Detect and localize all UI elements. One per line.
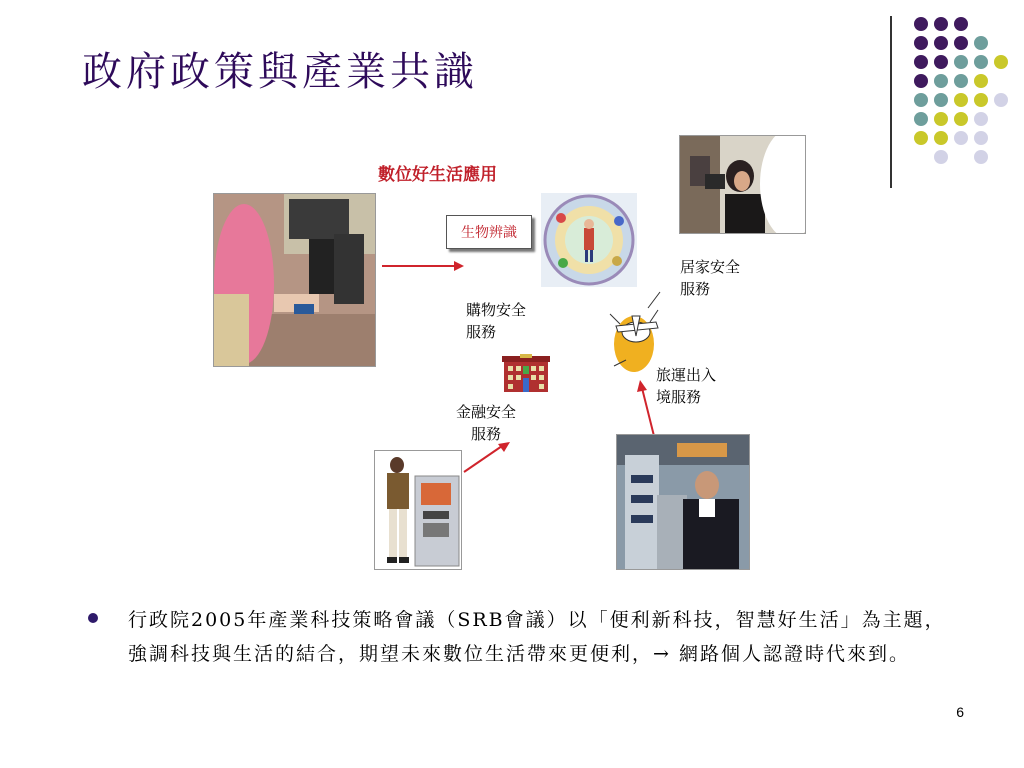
dot — [914, 112, 928, 126]
dot — [934, 93, 948, 107]
dot — [934, 150, 948, 164]
dot — [954, 74, 968, 88]
dot — [994, 93, 1008, 107]
slide-title: 政府政策與產業共識 — [82, 49, 478, 95]
page-number: 6 — [956, 704, 964, 720]
dot — [994, 55, 1008, 69]
diagram-heading: 數位好生活應用 — [378, 165, 497, 185]
biometric-graphic — [541, 193, 637, 287]
dot — [974, 150, 988, 164]
dot — [954, 131, 968, 145]
airport-gate-photo — [616, 434, 750, 570]
label-travel-service: 旅運出入 境服務 — [656, 366, 717, 406]
dot — [974, 55, 988, 69]
dot — [934, 55, 948, 69]
travel-line — [646, 290, 666, 310]
bullet-text: 行政院2005年產業科技策略會議（SRB會議）以「便利新科技，智慧好生活」為主題，強調科技與生活的結合，期望未來數位生活帶來更便利，→ 網路個人認證時代來到。 — [128, 609, 946, 665]
dot — [954, 112, 968, 126]
dot — [934, 112, 948, 126]
dot — [914, 55, 928, 69]
dot — [974, 112, 988, 126]
label-home-security: 居家安全 服務 — [680, 258, 741, 298]
dot — [914, 74, 928, 88]
arrow-travel — [632, 378, 662, 440]
label-finance-security: 金融安全 服務 — [455, 403, 516, 443]
dot — [974, 93, 988, 107]
dot — [974, 131, 988, 145]
arrow-shopping — [380, 256, 470, 276]
biometric-box: 生物辨識 — [446, 215, 532, 249]
dot — [954, 17, 968, 31]
dot — [914, 131, 928, 145]
dot — [954, 93, 968, 107]
dot — [954, 36, 968, 50]
label-shopping-security: 購物安全 服務 — [466, 301, 527, 341]
atm-photo — [374, 450, 462, 570]
vertical-divider — [890, 16, 892, 188]
dot — [934, 131, 948, 145]
dot — [974, 36, 988, 50]
dot — [934, 17, 948, 31]
home-security-photo — [679, 135, 806, 234]
dot — [934, 36, 948, 50]
bank-building-icon — [502, 354, 550, 394]
dot — [914, 36, 928, 50]
dot — [954, 55, 968, 69]
bullet-icon — [88, 613, 98, 623]
shopping-photo — [213, 193, 376, 367]
dot — [914, 17, 928, 31]
dot — [934, 74, 948, 88]
dot — [914, 93, 928, 107]
arrow-finance — [462, 440, 512, 476]
dot — [974, 74, 988, 88]
